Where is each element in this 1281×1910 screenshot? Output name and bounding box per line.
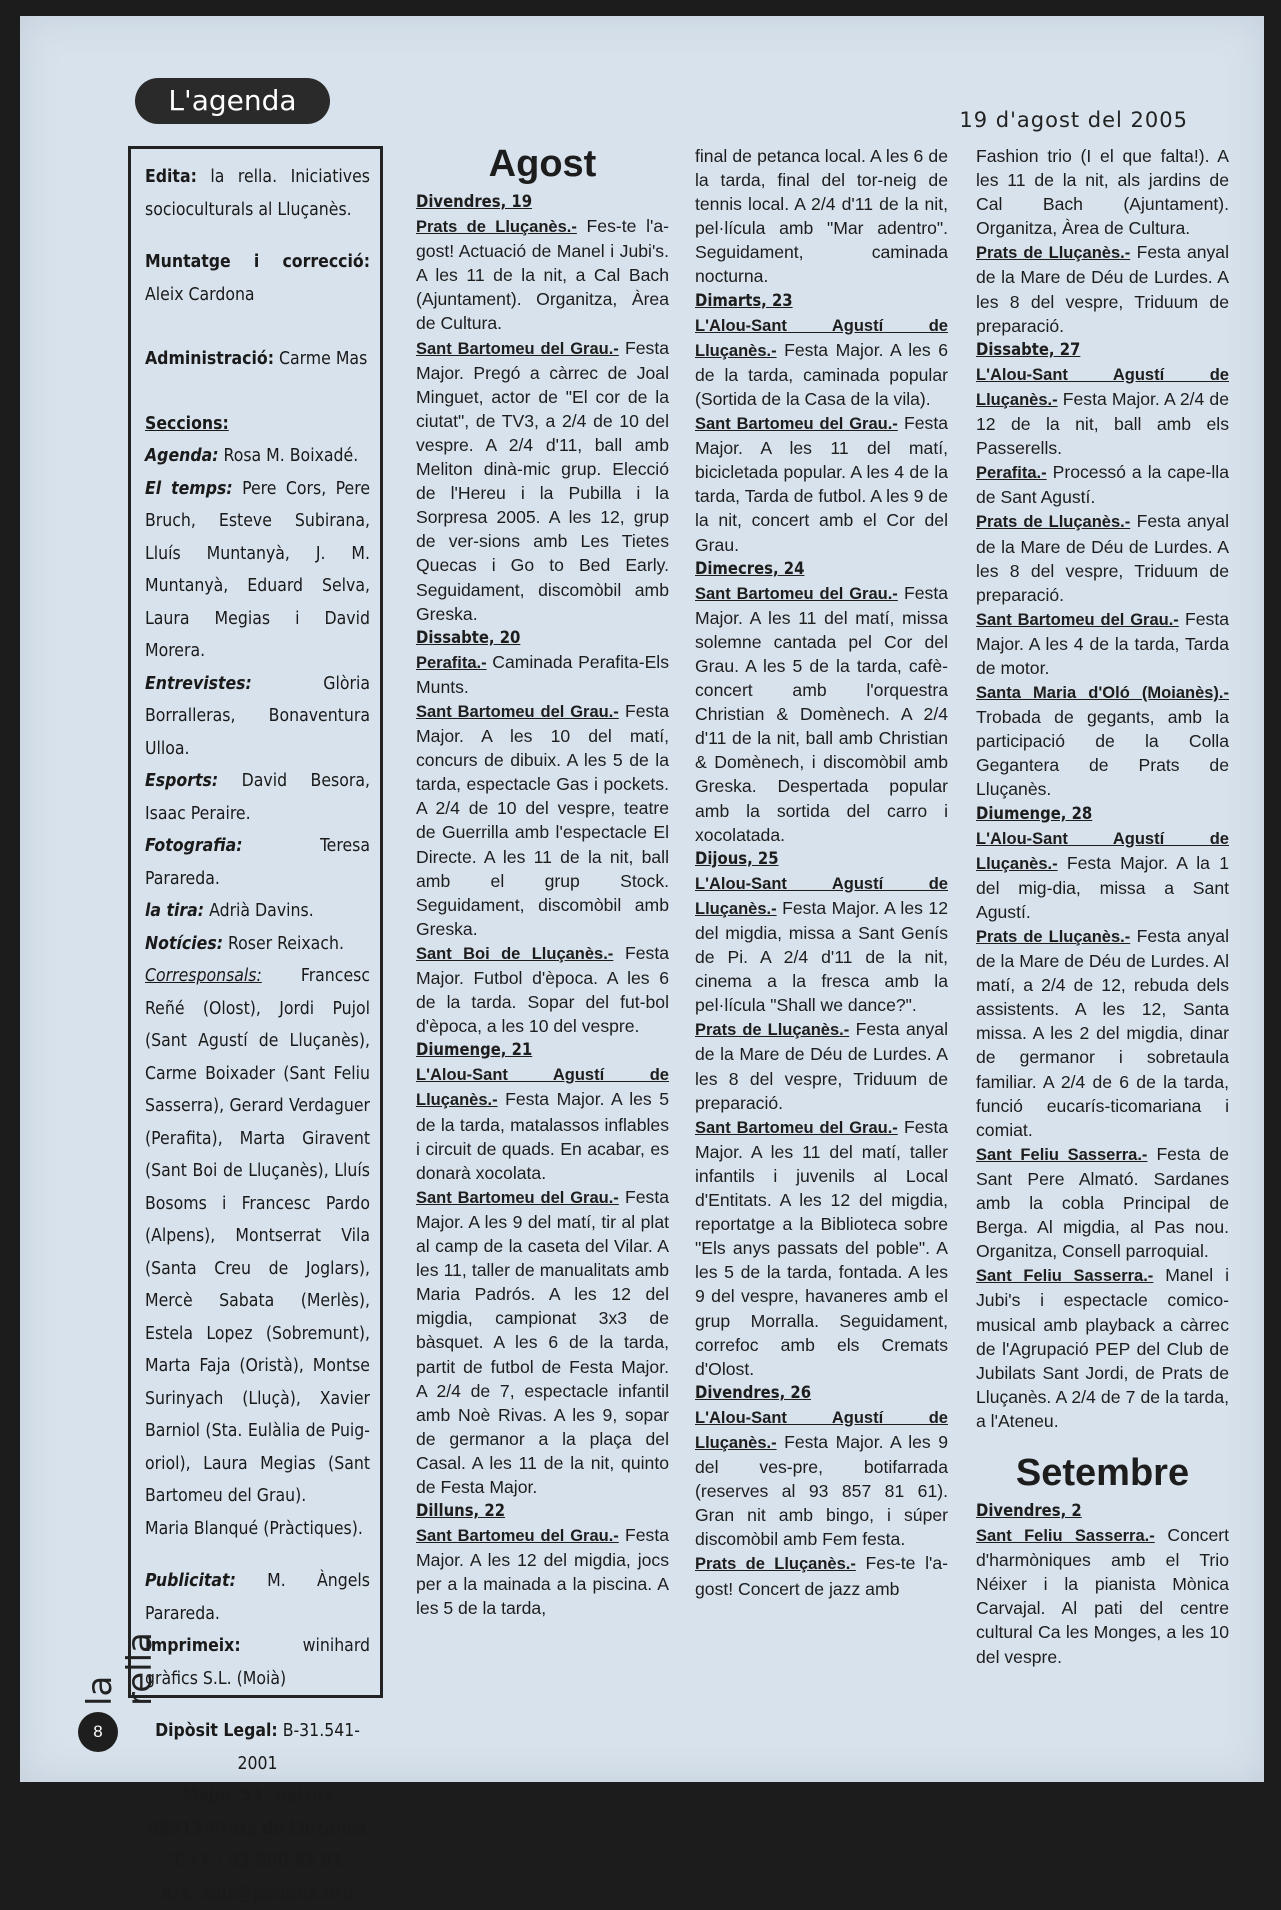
day-heading: Dimarts, 23 — [695, 289, 948, 313]
agenda-column-1 — [416, 140, 669, 1621]
entries — [416, 190, 669, 1621]
entry-place: Sant Bartomeu del Grau.- — [695, 415, 898, 433]
page-number: 8 — [78, 1712, 118, 1752]
credit-label: Muntatge i correcció: — [145, 252, 370, 272]
entry-text: Festa Major. A les 4 de la tarda, Tarda de motor. — [976, 609, 1229, 678]
entry-text: Trobada de gegants, amb la participació de la Colla Gegantera de Prats de Lluçanès. — [976, 707, 1229, 799]
agenda-entry — [976, 1142, 1229, 1263]
entry-place: Sant Feliu Sasserra.- — [976, 1527, 1155, 1545]
brand-vertical: la rella — [80, 1596, 120, 1706]
month-heading: Setembre — [976, 1449, 1229, 1497]
day-heading: Dissabte, 27 — [976, 338, 1229, 362]
credit-value: Carme Mas — [279, 349, 367, 369]
entry-text: Fes-te l'a-gost! Concert de jazz amb — [695, 1553, 948, 1598]
agenda-column-3 — [976, 144, 1229, 1669]
entry-text: Festa anyal de la Mare de Déu de Lurdes. A les 8 del vespre, Triduum de preparació. — [976, 511, 1229, 604]
agenda-entry — [695, 313, 948, 411]
agenda-entry — [976, 240, 1229, 337]
entry-text: Festa Major. A 2/4 de 12 de la nit, ball amb els Passerells. — [976, 389, 1229, 458]
entry-text: Festa Major. A les 11 del matí, missa solemne cantada pel Cor del Grau. A les 5 de la tarda, cafè-concert amb l'orquestra Christian & Domènech. A 2/4 d'11 de la nit, ball amb Christian & Domènech, i discomòbil amb Greska. Despertada popular amb la sortida del carro i xocolatada. — [695, 583, 948, 845]
entry-text: Fes-te l'a-gost! Actuació de Manel i Jubi's. A les 11 de la nit, a Cal Bach (Ajuntament). Organitza, Àrea de Cultura. — [416, 216, 669, 333]
agenda-entry — [695, 581, 948, 847]
credit-value: Pere Cors, Pere Bruch, Esteve Subirana, Lluís Muntanyà, J. M. Muntanyà, Eduard Selva, Laura Megias i David Morera. — [145, 479, 370, 662]
day-heading: Diumenge, 21 — [416, 1038, 669, 1062]
entry-place: Sant Bartomeu del Grau.- — [976, 611, 1179, 629]
entry-place: Sant Feliu Sasserra.- — [976, 1146, 1147, 1164]
entry-text: Festa Major. A les 12 del migdia, missa a Sant Genís de Pi. A 2/4 d'11 de la nit, cinema a la fresca amb la pel·lícula "Shall we dance?". — [695, 898, 948, 1015]
credit-value: Roser Reixach. — [228, 934, 344, 954]
entry-place: Perafita.- — [976, 464, 1047, 482]
phone: T. i F.: 93 850 82 81 — [145, 1845, 370, 1878]
address-line: Major, 51, baixos — [145, 1780, 370, 1813]
agenda-entry — [416, 214, 669, 335]
credit-label: Publicitat: — [145, 1571, 236, 1591]
entry-text: Festa Major. A les 5 de la tarda, matalassos inflables i circuit de quads. En acabar, es donarà xocolata. — [416, 1089, 669, 1182]
entry-place: Sant Bartomeu del Grau.- — [416, 703, 619, 721]
entry-place: Prats de Lluçanès.- — [695, 1555, 856, 1573]
agenda-entry — [976, 1263, 1229, 1433]
entry-place: Sant Bartomeu del Grau.- — [416, 1189, 619, 1207]
entry-text: Caminada Perafita-Els Munts. — [416, 652, 669, 697]
entry-text: Festa Major. A les 9 del matí, tir al plat al camp de la caseta del Vilar. A les 11, taller de manualitats amb Maria Padrós. A les 12 del migdia, campionat 3x3 de bàsquet. A les 6 de la tarda, partit de futbol de Festa Major. A 2/4 de 7, espectacle infantil amb Noè Rivas. A les 9, sopar de germanor a la plaça del Casal. A les 11 de la nit, quinto de Festa Major. — [416, 1187, 669, 1497]
credit-value: Aleix Cardona — [145, 285, 255, 305]
entry-place: Sant Bartomeu del Grau.- — [416, 340, 619, 358]
entry-text: Festa anyal de la Mare de Déu de Lurdes. A les 8 del vespre, Triduum de preparació. — [976, 242, 1229, 335]
entry-place: L'Alou-Sant Agustí de Lluçanès.- — [695, 317, 948, 360]
agenda-entry — [976, 826, 1229, 924]
agenda-entry — [416, 336, 669, 626]
entry-text: Festa Major. A les 6 de la tarda, caminada popular (Sortida de la Casa de la vila). — [695, 340, 948, 409]
entry-text: Fashion trio (I el que falta!). A les 11 de la nit, als jardins de Cal Bach (Ajuntament). Organitza, Àrea de Cultura. — [976, 146, 1229, 238]
agenda-entry — [416, 941, 669, 1038]
entry-place: Sant Bartomeu del Grau.- — [695, 1119, 898, 1137]
day-heading: Dilluns, 22 — [416, 1499, 669, 1523]
credit-label: Notícies: — [145, 934, 223, 954]
section-title: L'agenda — [135, 78, 330, 124]
entry-text: Festa Major. Futbol d'època. A les 6 de la tarda. Sopar del fut-bol d'època, a les 10 del vespre. — [416, 943, 669, 1036]
entry-text: Festa Major. A les 11 del matí, bicicletada popular. A les 4 de la tarda, Tarda de futbol. A les 9 de la nit, concert amb el Cor del Grau. — [695, 413, 948, 554]
credit-value: Maria Blanqué (Pràctiques). — [145, 1513, 370, 1546]
credit-value: Adrià Davins. — [209, 901, 314, 921]
entry-place: L'Alou-Sant Agustí de Lluçanès.- — [416, 1066, 669, 1109]
credit-label: Esports: — [145, 771, 218, 791]
entry-place: L'Alou-Sant Agustí de Lluçanès.- — [976, 366, 1229, 409]
agenda-entry — [976, 509, 1229, 606]
entry-text: Festa de Sant Pere Almató. Sardanes amb la cobla Principal de Berga. Al migdia, al Pas nou. Organitza, Consell parroquial. — [976, 1144, 1229, 1261]
entry-text: Festa Major. A les 9 del ves-pre, botifarrada (reserves al 93 857 81 61). Gran nit amb bingo, i súper discomòbil amb Fem festa. — [695, 1432, 948, 1549]
credit-value: David Besora, Isaac Peraire. — [145, 771, 370, 824]
agenda-entry — [695, 144, 948, 289]
entry-place: Prats de Lluçanès.- — [976, 244, 1130, 262]
agenda-entry — [416, 1062, 669, 1184]
entry-place: L'Alou-Sant Agustí de Lluçanès.- — [695, 875, 948, 918]
entries — [976, 1499, 1229, 1669]
entry-text: Festa Major. A les 11 del matí, taller infantils i juvenils al Local d'Entitats. A les 12 del migdia, reportatge a la Biblioteca sobre "Els anys passats del poble". A les 5 de la tarda, fontada. A les 9 del vespre, havaneres amb el grup Morralla. Seguidament, correfoc amb els Cremats d'Olost. — [695, 1117, 948, 1379]
day-heading: Dissabte, 20 — [416, 626, 669, 650]
day-heading: Divendres, 26 — [695, 1381, 948, 1405]
credit-value: Teresa Parareda. — [145, 836, 370, 889]
entry-text: Festa Major. A les 12 del migdia, jocs per a la mainada a la piscina. A les 5 de la tarda, — [416, 1525, 669, 1618]
newspaper-page — [20, 16, 1264, 1782]
entry-text: Concert d'harmòniques amb el Trio Néixer i la pianista Mònica Carvajal. Al pati del centre cultural Ca les Monges, a les 10 del vespre. — [976, 1525, 1229, 1666]
credit-label: Administració: — [145, 349, 274, 369]
issue-date: 19 d'agost del 2005 — [959, 108, 1188, 132]
entry-text: Festa anyal de la Mare de Déu de Lurdes. Al matí, a 2/4 de 12, rebuda dels assistents. A les 12, Santa missa. A les 2 del migdia, dinar de germanor i sobretaula familiar. A 2/4 de 6 de la tarda, funció eucarís-ticomariana i comiat. — [976, 926, 1229, 1140]
agenda-column-2 — [695, 144, 948, 1601]
entry-text: Festa Major. Pregó a càrrec de Joal Minguet, actor de "El cor de la ciutat", de TV3, a 2/4 de 10 del vespre. A 2/4 d'11, ball amb Meliton dinà-mic grup. Elecció de l'Hereu i la Pubilla i la Sorpresa 2005. A les 12, grup de ver-sions amb Les Tietes Quecas i Go to Bed Early. Seguidament, discomòbil amb Greska. — [416, 338, 669, 624]
agenda-entry — [976, 460, 1229, 509]
agenda-entry — [695, 1017, 948, 1114]
credit-value: B-31.541-2001 — [237, 1721, 359, 1774]
entry-place: Prats de Lluçanès.- — [695, 1021, 849, 1039]
entry-place: Sant Bartomeu del Grau.- — [416, 1527, 619, 1545]
entry-place: Prats de Lluçanès.- — [976, 928, 1130, 946]
agenda-entry — [416, 1185, 669, 1499]
email: A/e: solc@pangea.org — [145, 1878, 370, 1910]
credit-label: Seccions: — [145, 414, 229, 434]
entry-place: Santa Maria d'Oló (Moianès).- — [976, 684, 1229, 702]
agenda-entry — [416, 699, 669, 941]
day-heading: Diumenge, 28 — [976, 802, 1229, 826]
credit-label: Imprimeix: — [145, 1636, 241, 1656]
entry-place: Prats de Lluçanès.- — [416, 218, 577, 236]
credit-label: Corresponsals: — [145, 966, 262, 986]
credit-label: Dipòsit Legal: — [155, 1721, 278, 1741]
credit-label: Entrevistes: — [145, 674, 252, 694]
credit-value: Glòria Borralleras, Bonaventura Ulloa. — [145, 674, 370, 759]
credit-label: Agenda: — [145, 446, 219, 466]
entry-place: Prats de Lluçanès.- — [976, 513, 1130, 531]
agenda-entry — [695, 1115, 948, 1381]
credit-label: Fotografia: — [145, 836, 243, 856]
credit-value: Francesc Reñé (Olost), Jordi Pujol (Sant Agustí de Lluçanès), Carme Boixader (Sant Feliu Sasserra), Gerard Verdaguer (Perafita), Marta Giravent (Sant Boi de Lluçanès), Lluís Bosoms i Francesc Pardo (Alpens), Montserrat Vila (Santa Creu de Joglars), Mercè Sabata (Merlès), Estela Lopez (Sobremunt), Marta Faja (Oristà), Montse Surinyach (Lluçà), Xavier Barniol (Sta. Eulàlia de Puig-oriol), Laura Megias (Sant Bartomeu del Grau). — [145, 966, 370, 1506]
credit-label: Edita: — [145, 167, 197, 187]
entry-place: Perafita.- — [416, 654, 487, 672]
agenda-entry — [695, 871, 948, 1018]
day-heading: Divendres, 2 — [976, 1499, 1229, 1523]
entries — [976, 144, 1229, 1433]
agenda-entry — [976, 924, 1229, 1142]
day-heading: Dijous, 25 — [695, 847, 948, 871]
agenda-entry — [976, 1523, 1229, 1669]
entry-text: Festa Major. A la 1 del mig-dia, missa a Sant Agustí. — [976, 853, 1229, 922]
agenda-entry — [695, 1551, 948, 1600]
agenda-entry — [976, 144, 1229, 240]
credit-value: Rosa M. Boixadé. — [224, 446, 359, 466]
entry-place: Sant Feliu Sasserra.- — [976, 1267, 1153, 1285]
agenda-entry — [416, 1523, 669, 1620]
day-heading: Divendres, 19 — [416, 190, 669, 214]
month-heading: Agost — [416, 140, 669, 188]
credit-value: winihard gràfics S.L. (Moià) — [145, 1636, 370, 1689]
entry-place: L'Alou-Sant Agustí de Lluçanès.- — [695, 1409, 948, 1452]
credit-label: El temps: — [145, 479, 233, 499]
credit-value: la rella. Iniciatives socioculturals al Lluçanès. — [145, 167, 370, 220]
day-heading: Dimecres, 24 — [695, 557, 948, 581]
entry-place: L'Alou-Sant Agustí de Lluçanès.- — [976, 830, 1229, 873]
agenda-entry — [695, 1405, 948, 1552]
entry-text: final de petanca local. A les 6 de la tarda, final del tor-neig de tennis local. A 2/4 d'11 de la nit, pel·lícula amb "Mar adentro". Seguidament, caminada nocturna. — [695, 146, 948, 286]
credit-value: M. Àngels Parareda. — [145, 1571, 370, 1624]
entry-text: Festa anyal de la Mare de Déu de Lurdes. A les 8 del vespre, Triduum de preparació. — [695, 1019, 948, 1112]
credits-box — [128, 146, 383, 1698]
credit-label: la tira: — [145, 901, 204, 921]
entry-place: Sant Bartomeu del Grau.- — [695, 585, 898, 603]
entries — [695, 144, 948, 1601]
address-line: 08513-Prats de Lluçanès — [145, 1813, 370, 1846]
entry-text: Processó a la cape-lla de Sant Agustí. — [976, 462, 1229, 507]
agenda-entry — [695, 411, 948, 557]
entry-text: Festa Major. A les 10 del matí, concurs de dibuix. A les 5 de la tarda, espectacle Gas i pockets. A 2/4 de 10 del vespre, teatre de Guerrilla amb l'espectacle El Directe. A les 11 de la nit, ball amb el grup Stock. Seguidament, discomòbil amb Greska. — [416, 701, 669, 939]
agenda-entry — [976, 362, 1229, 460]
agenda-entry — [976, 607, 1229, 680]
entry-place: Sant Boi de Lluçanès.- — [416, 945, 613, 963]
entry-text: Manel i Jubi's i espectacle comico-musical amb playback a càrrec de l'Agrupació PEP del Club de Jubilats Sant Jordi, de Prats de Lluçanès. A 2/4 de 7 de la tarda, a l'Ateneu. — [976, 1265, 1229, 1431]
agenda-entry — [416, 650, 669, 699]
agenda-entry — [976, 680, 1229, 801]
